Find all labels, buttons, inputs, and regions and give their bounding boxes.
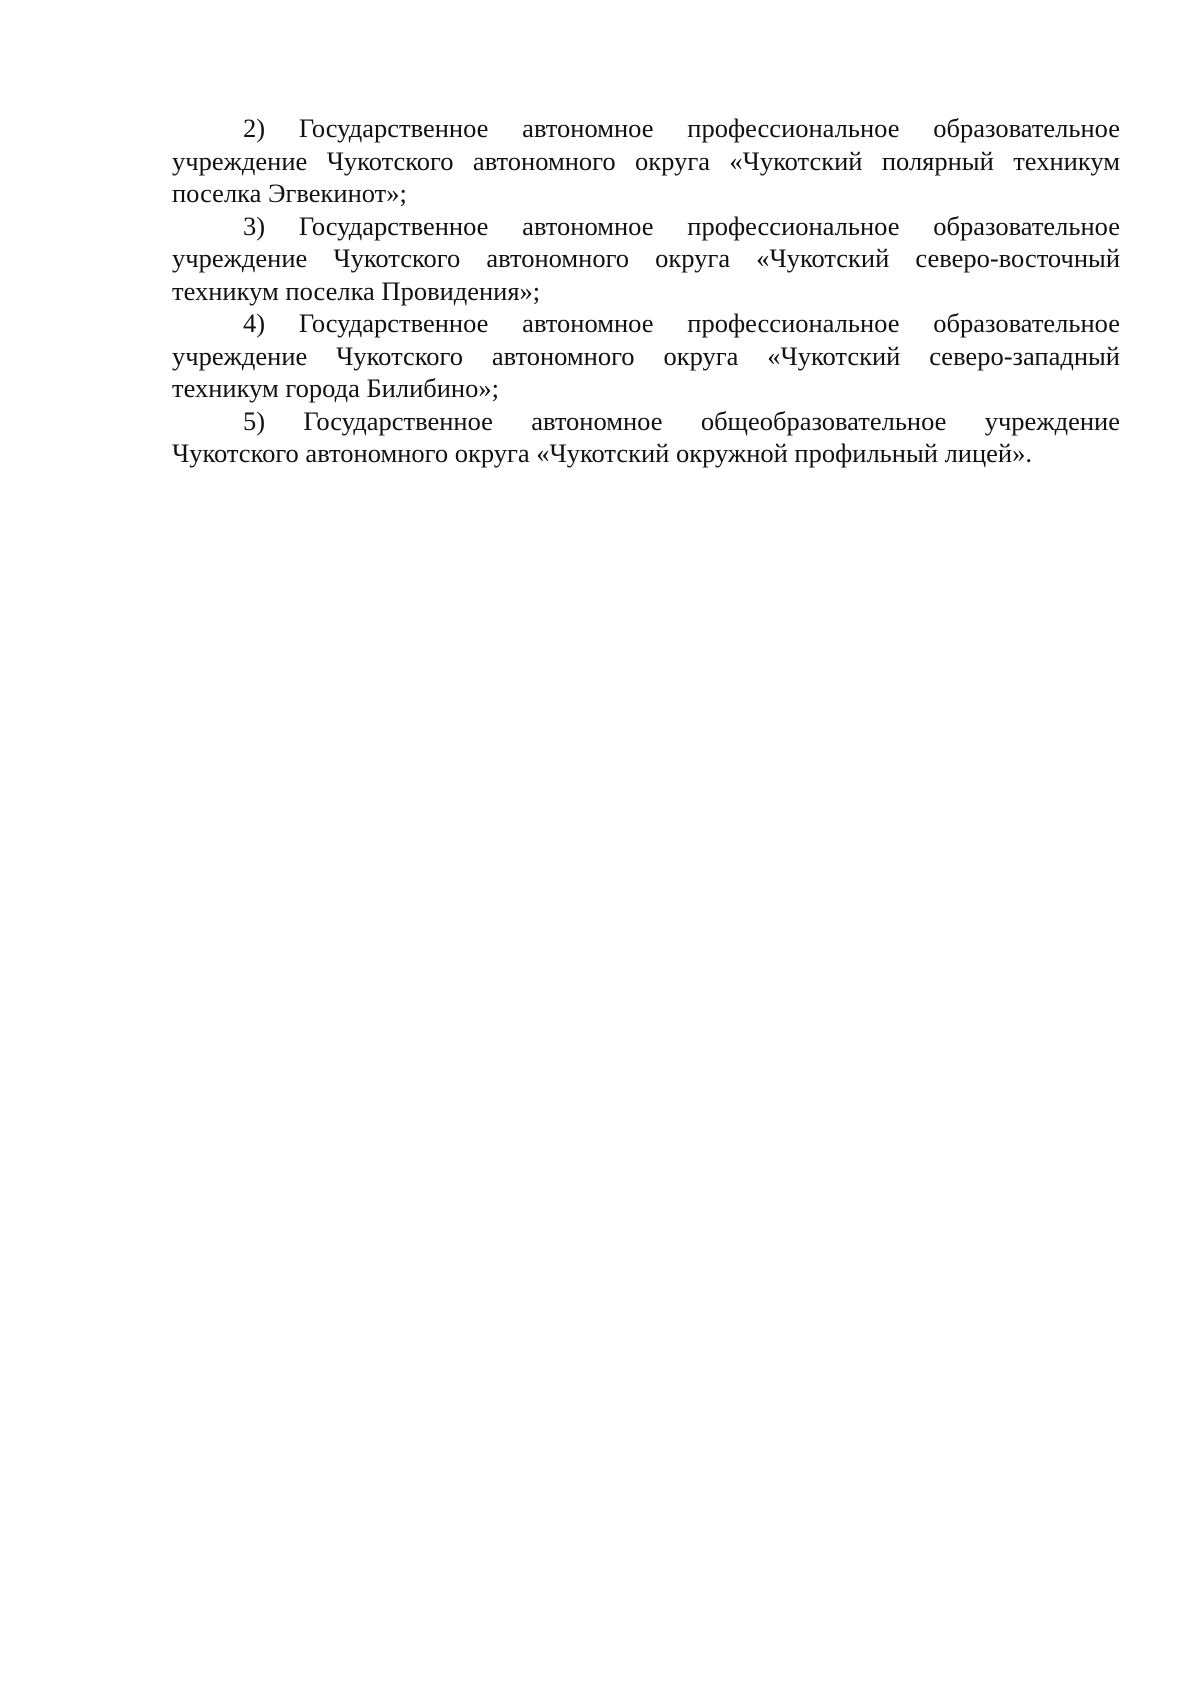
document-body — [172, 112, 1120, 470]
list-item: 4) Государственное автономное профессиональное образовательное учреждение Чукотского автономного округа «Чукотский северо-западный техникум города Билибино»; — [172, 308, 1120, 403]
list-item: 5) Государственное автономное общеобразовательное учреждение Чукотского автономного округа «Чукотский окружной профильный лицей». — [172, 405, 1120, 468]
list-item: 3) Государственное автономное профессиональное образовательное учреждение Чукотского автономного округа «Чукотский северо-восточный техникум поселка Провидения»; — [172, 210, 1120, 306]
list-item: 2) Государственное автономное профессиональное образовательное учреждение Чукотского автономного округа «Чукотский полярный техникум поселка Эгвекинот»; — [172, 113, 1120, 208]
